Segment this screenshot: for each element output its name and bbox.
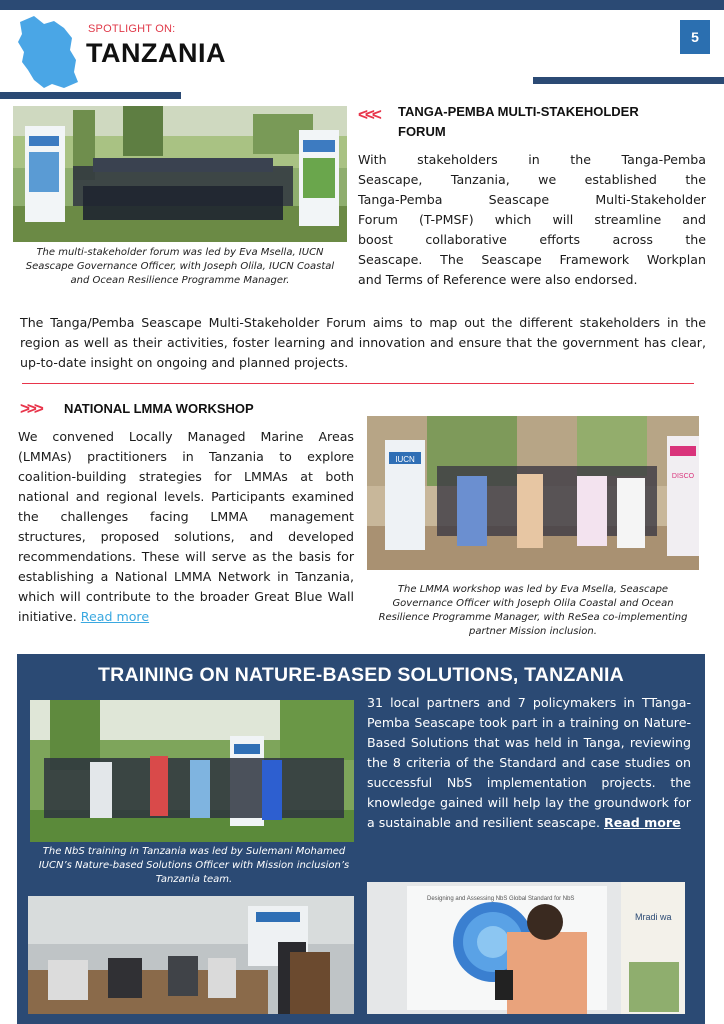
lmma-text: [18, 427, 354, 627]
forum-group-photo: [13, 106, 347, 242]
spotlight-label: SPOTLIGHT ON:: [88, 23, 176, 35]
training-heading: TRAINING ON NATURE-BASED SOLUTIONS, TANZANIA: [98, 664, 624, 686]
tanzania-map-icon: [14, 12, 82, 92]
forum-wide-text: The Tanga/Pemba Seascape Multi-Stakeholder Forum aims to map out the different stakeholders in the region as well as their activities, foster learning and innovation and ensure that the government has clear, up-to-date insight on ongoing and planned projects.: [20, 315, 706, 370]
poster-title: Mradi wa: [635, 912, 672, 922]
lmma-workshop-photo: [367, 416, 699, 570]
lmma-read-more-link[interactable]: Read more: [80, 609, 150, 624]
chevron-right-icon: >>>: [20, 399, 41, 418]
training-text: [367, 693, 691, 833]
forum-photo-caption: The multi-stakeholder forum was led by Eva Msella, IUCN Seascape Governance Officer, with Joseph Olila, IUCN Coastal and Ocean Resilience Programme Manager.: [25, 247, 335, 286]
top-bar: [0, 0, 724, 10]
training-paragraph: 31 local partners and 7 policymakers in TTanga-Pemba Seascape took part in a training on Nature-Based Solutions that was held in Tanga, reviewing the 8 criteria of the Standard and case studies on successful NbS implementation projects. the knowledge gained will help lay the groundwork for a sustainable and resilient seascape.: [367, 695, 691, 830]
forum-text-line: Forum (T-PMSF) which will streamline and: [358, 212, 706, 227]
forum-text-line: With stakeholders in the Tanga-Pemba: [358, 152, 706, 167]
chevron-left-icon: <<<: [358, 105, 379, 124]
forum-text-line: Seascape. The Seascape Framework Workplan: [358, 252, 706, 267]
page-title: TANZANIA: [86, 38, 226, 68]
section-divider: [22, 383, 694, 384]
forum-text-line: Tanga-Pemba Seascape Multi-Stakeholder: [358, 192, 706, 207]
lmma-photo-caption: The LMMA workshop was led by Eva Msella, Seascape Governance Officer with Joseph Olila Coastal and Ocean Resilience Programme Manager, with ReSea co-implementing partner Mission inclusion.: [378, 584, 688, 637]
forum-text-line: boost collaborative efforts across the: [358, 232, 706, 247]
lmma-paragraph: We convened Locally Managed Marine Areas (LMMAs) practitioners in Tanzania to explore coalition-building strategies for LMMAs at both national and regional levels. Participants examined the challenges facing LMMA management structures, proposed solutions, and developed recommendations. These will serve as the basis for establishing a National LMMA Network in Tanzania, which will contribute to the broader Great Blue Wall initiative.: [18, 429, 354, 624]
slide-title: Designing and Assessing NbS Global Standard for NbS: [427, 896, 575, 902]
disco-banner-label: DISCO: [671, 473, 695, 480]
forum-text-line: and Terms of Reference were also endorsed.: [358, 272, 638, 287]
forum-text-line: Seascape, Tanzania, we established the: [358, 172, 706, 187]
lmma-heading: NATIONAL LMMA WORKSHOP: [64, 401, 254, 416]
training-read-more-link[interactable]: Read more: [604, 815, 681, 830]
nbs-presenter-photo: [367, 882, 685, 1014]
forum-heading-line1: TANGA-PEMBA MULTI-STAKEHOLDER: [398, 104, 639, 119]
nbs-training-group-photo: [30, 700, 354, 842]
page-number: 5: [680, 20, 710, 54]
nbs-photo-caption: The NbS training in Tanzania was led by Sulemani Mohamed IUCN’s Nature-based Solutions Officer with Mission inclusion’s Tanzania team.: [38, 846, 350, 885]
header-divider-right: [533, 77, 724, 84]
forum-heading-line2: FORUM: [398, 124, 446, 139]
header-divider-left: [0, 92, 181, 99]
nbs-training-room-photo: [28, 896, 354, 1014]
iucn-banner-label: IUCN: [395, 455, 415, 464]
